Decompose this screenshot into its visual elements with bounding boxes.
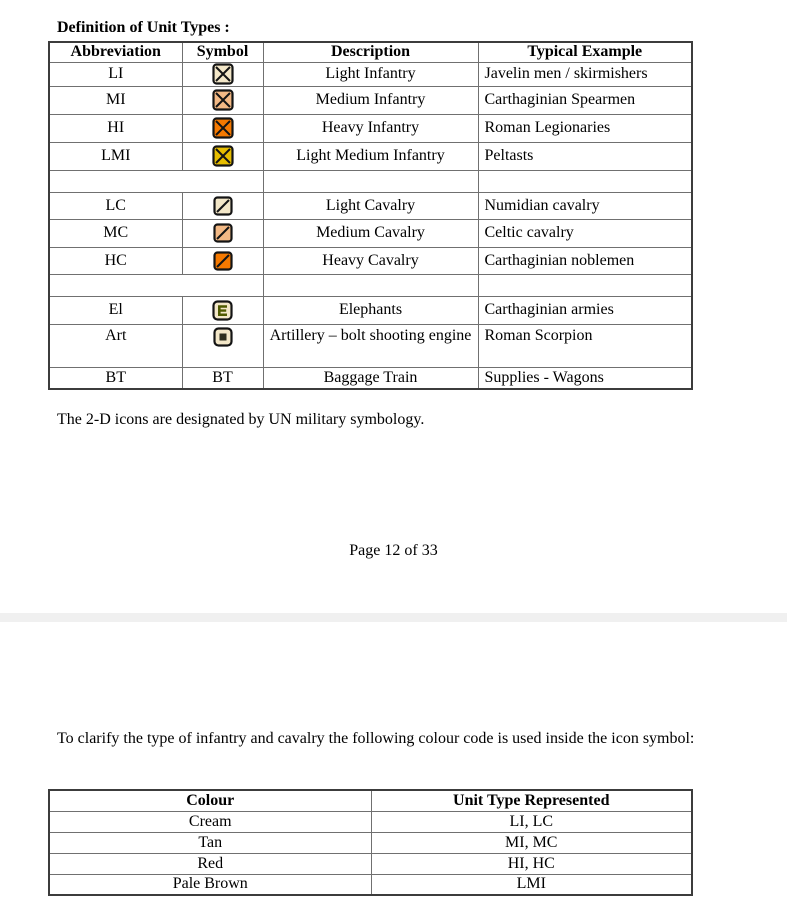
example-cell: Roman Legionaries: [478, 114, 692, 142]
header-abbreviation: Abbreviation: [49, 42, 182, 62]
header-symbol: Symbol: [182, 42, 263, 62]
header-colour: Colour: [49, 790, 371, 811]
infantry-gold-icon: [212, 145, 234, 167]
description-cell: Baggage Train: [263, 367, 478, 389]
spacer-cell: [49, 170, 263, 192]
spacer-cell: [478, 274, 692, 296]
unit-row-lmi: [49, 142, 692, 170]
unit-row-hc: [49, 247, 692, 274]
table-header-row: [49, 42, 692, 62]
colour-cell: Tan: [49, 832, 371, 853]
unit-row-mc: [49, 219, 692, 247]
abbreviation-cell: LC: [49, 192, 182, 219]
cavalry-tan-icon: [213, 223, 233, 243]
colour-row-red: [49, 853, 692, 874]
example-cell: Carthaginian Spearmen: [478, 86, 692, 114]
symbol-cell: [182, 142, 263, 170]
description-cell: Light Cavalry: [263, 192, 478, 219]
unit-types-table: [48, 41, 693, 390]
abbreviation-cell: MC: [49, 219, 182, 247]
colour-code-intro: To clarify the type of infantry and cavalry the following colour code is used inside the icon symbol:: [57, 730, 695, 747]
infantry-cream-icon: [212, 63, 234, 85]
example-cell: Supplies - Wagons: [478, 367, 692, 389]
description-cell: Medium Infantry: [263, 86, 478, 114]
abbreviation-cell: HI: [49, 114, 182, 142]
abbreviation-cell: MI: [49, 86, 182, 114]
header-unit-type-represented: Unit Type Represented: [371, 790, 692, 811]
example-cell: Numidian cavalry: [478, 192, 692, 219]
example-cell: Carthaginian noblemen: [478, 247, 692, 274]
symbol-cell: [182, 247, 263, 274]
description-cell: Light Infantry: [263, 62, 478, 86]
header-description: Description: [263, 42, 478, 62]
abbreviation-cell: LI: [49, 62, 182, 86]
spacer-cell: [263, 170, 478, 192]
unit-type-cell: HI, HC: [371, 853, 692, 874]
unit-row-art: [49, 324, 692, 367]
description-cell: Medium Cavalry: [263, 219, 478, 247]
abbreviation-cell: El: [49, 296, 182, 324]
spacer-row: [49, 274, 692, 296]
unit-row-mi: [49, 86, 692, 114]
description-cell: Light Medium Infantry: [263, 142, 478, 170]
abbreviation-cell: HC: [49, 247, 182, 274]
colour-cell: Red: [49, 853, 371, 874]
unit-type-cell: LI, LC: [371, 811, 692, 832]
abbreviation-cell: LMI: [49, 142, 182, 170]
colour-code-table: [48, 789, 693, 896]
unit-type-cell: LMI: [371, 874, 692, 895]
description-cell: Elephants: [263, 296, 478, 324]
spacer-row: [49, 170, 692, 192]
example-cell: Javelin men / skirmishers: [478, 62, 692, 86]
symbol-cell: [182, 296, 263, 324]
example-cell: Celtic cavalry: [478, 219, 692, 247]
symbol-cell: [182, 324, 263, 367]
symbology-note: The 2-D icons are designated by UN military symbology.: [57, 411, 425, 428]
symbol-cell: [182, 219, 263, 247]
symbol-cell: [182, 62, 263, 86]
symbol-cell: [182, 86, 263, 114]
artillery-icon: [213, 327, 233, 347]
colour-cell: Pale Brown: [49, 874, 371, 895]
colour-row-tan: [49, 832, 692, 853]
cavalry-cream-icon: [213, 196, 233, 216]
example-cell: Carthaginian armies: [478, 296, 692, 324]
header-typical-example: Typical Example: [478, 42, 692, 62]
unit-row-bt: [49, 367, 692, 389]
unit-row-lc: [49, 192, 692, 219]
colour-cell: Cream: [49, 811, 371, 832]
abbreviation-cell: BT: [49, 367, 182, 389]
example-cell: Roman Scorpion: [478, 324, 692, 367]
spacer-cell: [49, 274, 263, 296]
page-number: Page 12 of 33: [349, 542, 438, 559]
spacer-cell: [263, 274, 478, 296]
example-cell: Peltasts: [478, 142, 692, 170]
colour-row-cream: [49, 811, 692, 832]
description-cell: Heavy Cavalry: [263, 247, 478, 274]
unit-row-el: [49, 296, 692, 324]
colour-row-pale-brown: [49, 874, 692, 895]
symbol-cell: [182, 114, 263, 142]
description-cell: Heavy Infantry: [263, 114, 478, 142]
description-cell: Artillery – bolt shooting engine: [263, 324, 478, 367]
elephant-icon: [212, 300, 233, 321]
page-title: Definition of Unit Types :: [57, 19, 230, 36]
page-divider: [0, 613, 787, 622]
abbreviation-cell: Art: [49, 324, 182, 367]
symbol-cell: BT: [182, 367, 263, 389]
infantry-tan-icon: [212, 89, 234, 111]
unit-row-hi: [49, 114, 692, 142]
unit-type-cell: MI, MC: [371, 832, 692, 853]
table-header-row: [49, 790, 692, 811]
symbol-cell: [182, 192, 263, 219]
infantry-red-icon: [212, 117, 234, 139]
spacer-cell: [478, 170, 692, 192]
unit-row-li: [49, 62, 692, 86]
cavalry-red-icon: [213, 251, 233, 271]
